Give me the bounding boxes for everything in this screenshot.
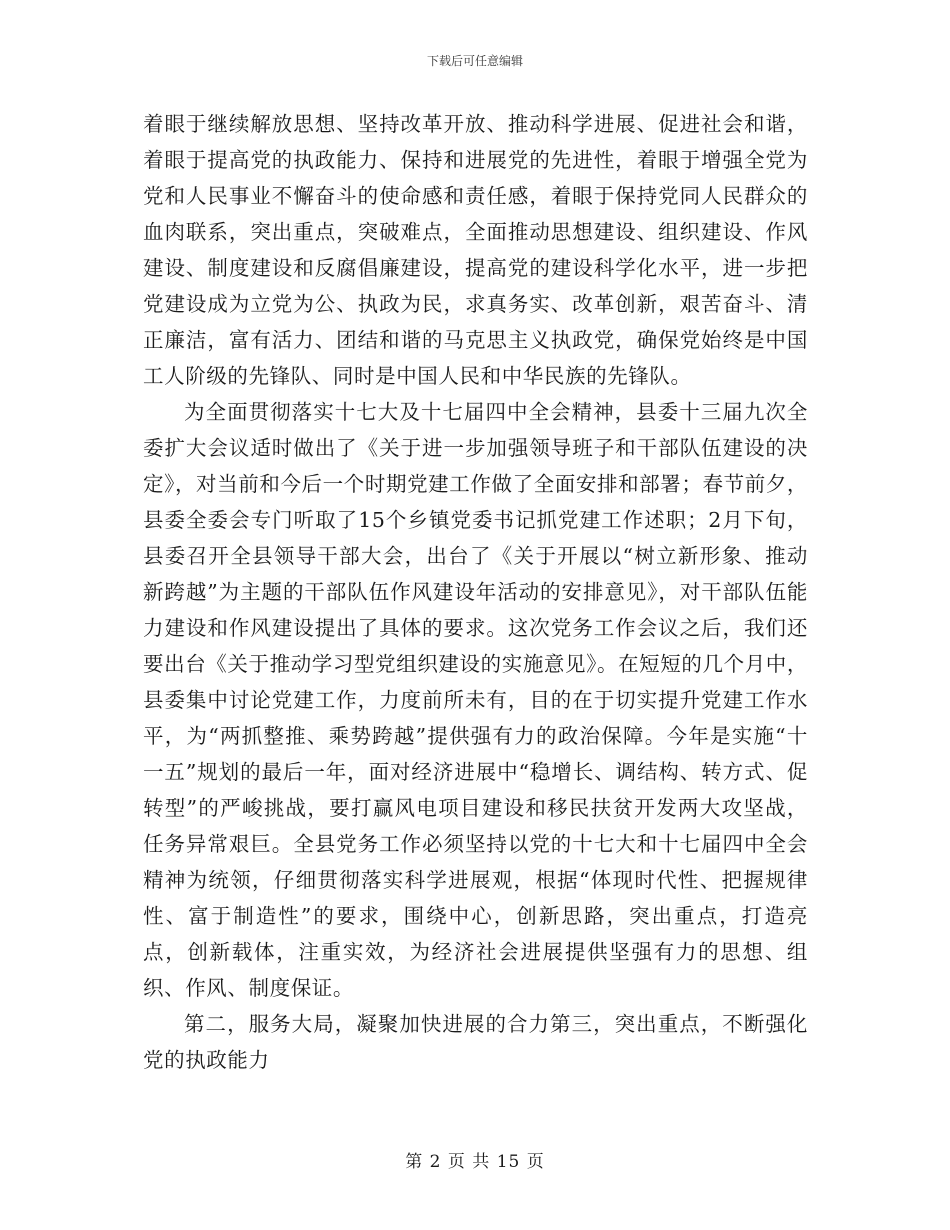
paragraph-3: 第二，服务大局，凝聚加快进展的合力第三，突出重点，不断强化党的执政能力 (143, 1012, 808, 1072)
document-body (143, 106, 808, 1078)
page-indicator: 第 2 页 共 15 页 (405, 1152, 545, 1172)
header-note: 下载后可任意编辑 (426, 54, 523, 68)
paragraph-1: 着眼于继续解放思想、坚持改革开放、推动科学进展、促进社会和谐，着眼于提高党的执政能力、保持和进展党的先进性，着眼于增强全党为党和人民事业不懈奋斗的使命感和责任感，着眼于保持党同人民群众的血肉联系，突出重点，突破难点，全面推动思想建设、组织建设、作风建设、制度建设和反腐倡廉建设，提高党的建设科学化水平，进一步把党建设成为立党为公、执政为民，求真务实、改革创新，艰苦奋斗、清正廉洁，富有活力、团结和谐的马克思主义执政党，确保党始终是中国工人阶级的先锋队、同时是中国人民和中华民族的先锋队。 (143, 112, 808, 388)
paragraph-2: 为全面贯彻落实十七大及十七届四中全会精神，县委十三届九次全委扩大会议适时做出了《关于进一步加强领导班子和干部队伍建设的决定》，对当前和今后一个时期党建工作做了全面安排和部署；春节前夕，县委全委会专门听取了15个乡镇党委书记抓党建工作述职；2月下旬，县委召开全县领导干部大会，出台了《关于开展以“树立新形象、推动新跨越”为主题的干部队伍作风建设年活动的安排意见》，对干部队伍能力建设和作风建设提出了具体的要求。这次党务工作会议之后，我们还要出台《关于推动学习型党组织建设的实施意见》。在短短的几个月中，县委集中讨论党建工作，力度前所未有，目的在于切实提升党建工作水平，为“两抓整推、乘势跨越”提供强有力的政治保障。今年是实施“十一五”规划的最后一年，面对经济进展中“稳增长、调结构、转方式、促转型”的严峻挑战，要打赢风电项目建设和移民扶贫开发两大攻坚战，任务异常艰巨。全县党务工作必须坚持以党的十七大和十七届四中全会精神为统领，仔细贯彻落实科学进展观，根据“体现时代性、把握规律性、富于制造性”的要求，围绕中心，创新思路，突出重点，打造亮点，创新载体，注重实效，为经济社会进展提供坚强有力的思想、组织、作风、制度保证。 (143, 400, 808, 1000)
